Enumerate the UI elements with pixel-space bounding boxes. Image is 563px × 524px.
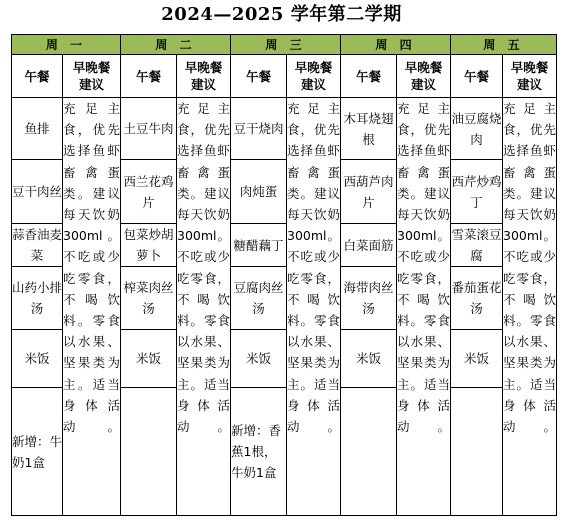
dish-cell: 米饭 [231,330,287,388]
dish-cell: 米饭 [451,330,503,388]
dish-cell: 白菜面筋 [341,224,397,267]
day-header-tue: 周 二 [121,35,231,55]
dish-cell: 米饭 [341,330,397,388]
dish-cell: 米饭 [121,330,177,388]
lunch-header: 午餐 [12,55,63,98]
extra-cell [341,388,397,516]
dish-cell: 山药小排汤 [12,267,63,330]
column-header-row [12,55,557,98]
extra-cell: 新增：牛奶1盒 [12,388,63,516]
dish-cell: 榨菜肉丝汤 [121,267,177,330]
page-title: 2024—2025 学年第二学期 [161,4,402,25]
dish-cell: 西芹炒鸡丁 [451,160,503,224]
dish-cell: 西葫芦肉片 [341,160,397,224]
lunch-header: 午餐 [451,55,503,98]
lunch-header: 午餐 [121,55,177,98]
lunch-header: 午餐 [341,55,397,98]
dish-cell: 包菜炒胡萝卜 [121,224,177,267]
dish-cell: 糖醋藕丁 [231,224,287,267]
dish-cell: 番茄蛋花汤 [451,267,503,330]
advice-cell-fri: 充足主食，优先选择鱼虾畜禽蛋类。建议每天饮奶300ml。不吃或少吃零食，不喝饮料。零食以水果、坚果类为主。适当身体活动。 [503,98,557,516]
day-header-row [12,35,557,55]
day-header-fri: 周 五 [451,35,557,55]
advice-cell-mon: 充足主食，优先选择鱼虾畜禽蛋类。建议每天饮奶300ml。不吃或少吃零食，不喝饮料。零食以水果、坚果类为主。适当身体活动。 [63,98,121,516]
dish-cell: 蒜香油麦菜 [12,224,63,267]
dish-cell: 豆腐肉丝汤 [231,267,287,330]
dish-cell: 肉炖蛋 [231,160,287,224]
dish-cell: 油豆腐烧肉 [451,98,503,160]
day-header-thu: 周 四 [341,35,451,55]
advice-cell-thu: 充足主食，优先选择鱼虾畜禽蛋类。建议每天饮奶300ml。不吃或少吃零食，不喝饮料。零食以水果、坚果类为主。适当身体活动。 [397,98,451,516]
extra-cell [121,388,177,516]
advice-header: 早晚餐 建议 [397,55,451,98]
extra-cell: 新增：香蕉1根，牛奶1盒 [231,388,287,516]
weekly-menu-table [11,34,557,516]
dish-cell: 土豆牛肉 [121,98,177,160]
day-header-mon: 周 一 [12,35,121,55]
dish-cell: 鱼排 [12,98,63,160]
lunch-header: 午餐 [231,55,287,98]
dish-cell: 西兰花鸡片 [121,160,177,224]
dish-cell: 豆干肉丝 [12,160,63,224]
advice-header: 早晚餐 建议 [287,55,341,98]
advice-header: 早晚餐 建议 [63,55,121,98]
table-row [12,98,557,160]
dish-cell: 海带肉丝汤 [341,267,397,330]
advice-cell-wed: 充足主食，优先选择鱼虾畜禽蛋类。建议每天饮奶300ml。不吃或少吃零食，不喝饮料。零食以水果、坚果类为主。适当身体活动。 [287,98,341,516]
advice-cell-tue: 充足主食，优先选择鱼虾畜禽蛋类。建议每天饮奶300ml。不吃或少吃零食，不喝饮料。零食以水果、坚果类为主。适当身体活动。 [177,98,231,516]
dish-cell: 雪菜滚豆腐 [451,224,503,267]
day-header-wed: 周 三 [231,35,341,55]
extra-cell [451,388,503,516]
dish-cell: 米饭 [12,330,63,388]
advice-header: 早晚餐 建议 [503,55,557,98]
dish-cell: 木耳烧翅根 [341,98,397,160]
dish-cell: 豆干烧肉 [231,98,287,160]
advice-header: 早晚餐 建议 [177,55,231,98]
